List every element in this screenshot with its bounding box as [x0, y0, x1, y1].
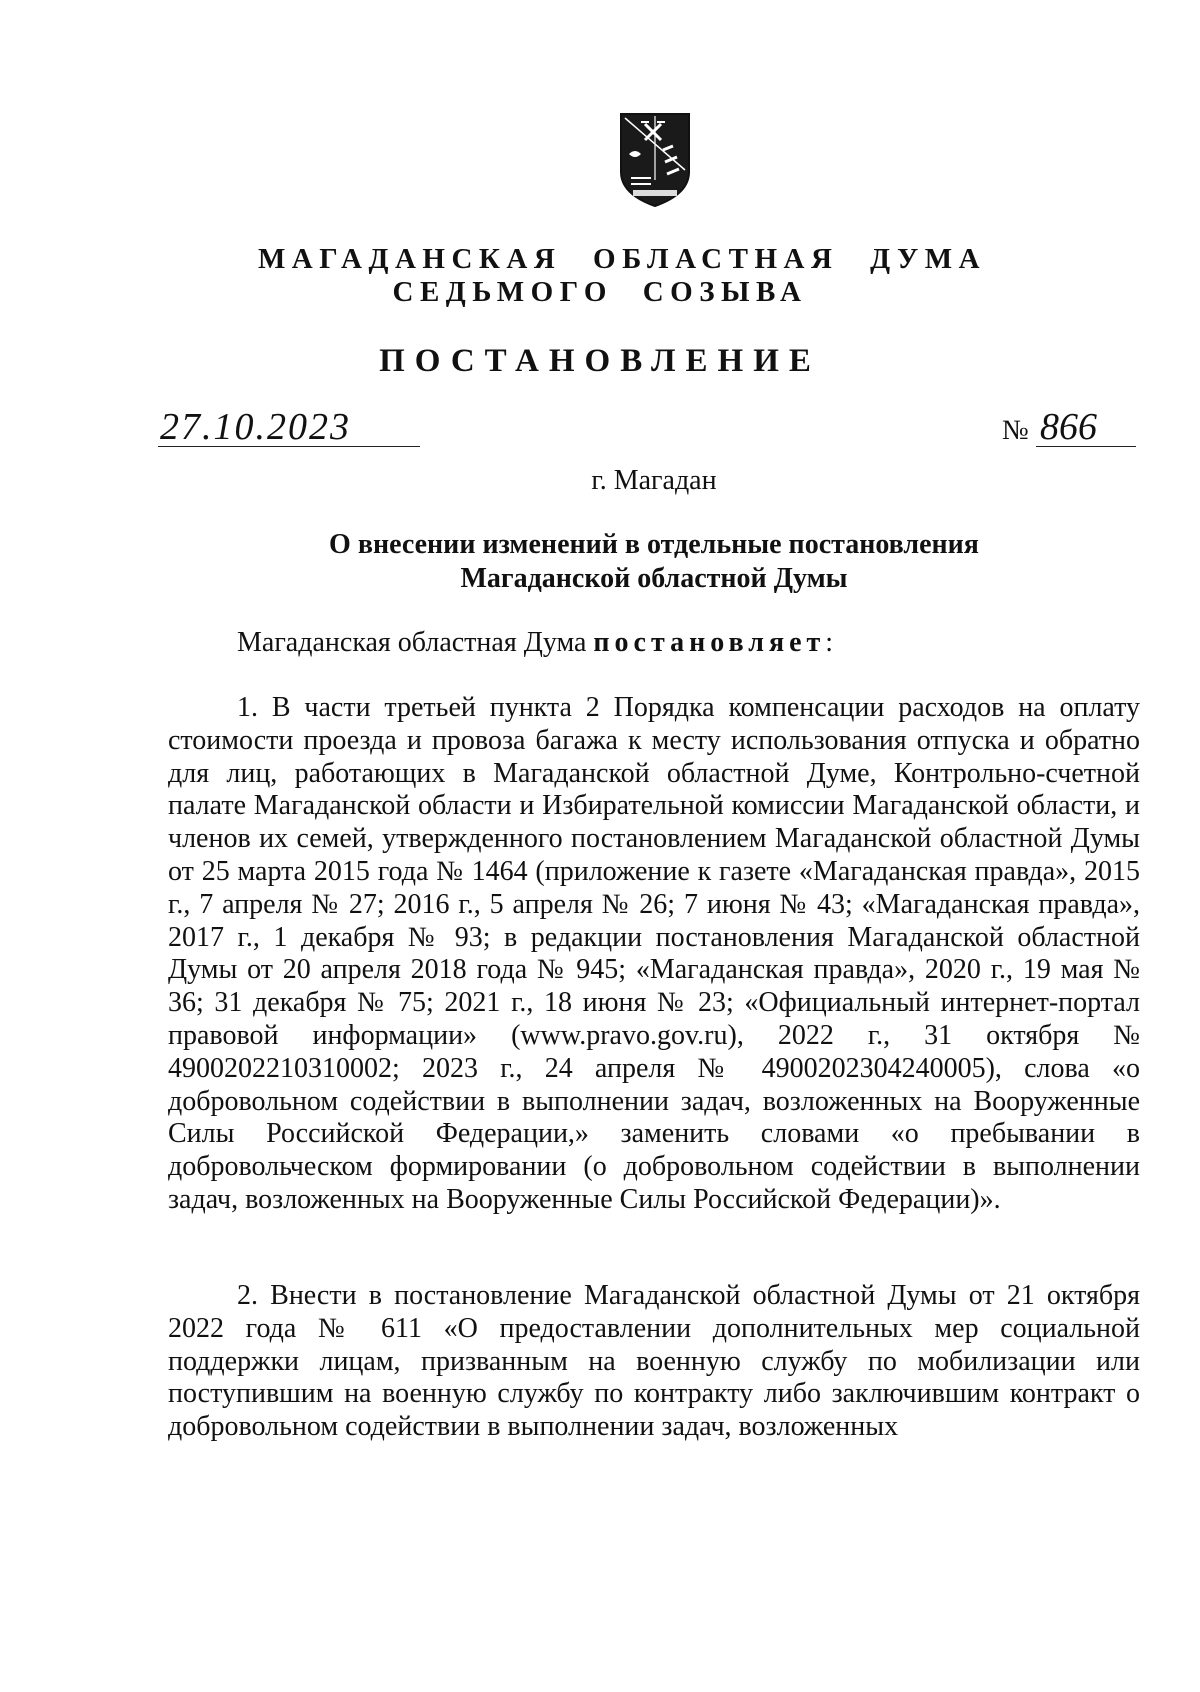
convocation: СЕДЬМОГО СОЗЫВА	[392, 276, 808, 308]
document-number: 866	[1040, 406, 1097, 448]
number-underline	[1036, 446, 1136, 447]
organization-name: МАГАДАНСКАЯ ОБЛАСТНАЯ ДУМА	[257, 243, 987, 275]
coat-of-arms-icon	[615, 110, 695, 210]
date-underline	[158, 446, 420, 447]
preamble-tail: :	[825, 627, 834, 658]
preamble-lead: Магаданская областная Дума	[237, 627, 594, 658]
paragraph-1: 1. В части третьей пункта 2 Порядка компенсации расходов на оплату стоимости проезда и провоза багажа к месту использования отпуска и обратно для лиц, работающих в Магаданской областной Думе, Контрольно-счетной палате Магаданской области и Избирательной комиссии Магаданской области, и членов их семей, утвержденного постановлением Магаданской областной Думы от 25 марта 2015 года № 1464 (приложение к газете «Магаданская правда», 2015 г., 7 апреля № 27; 2016 г., 5 апреля № 26; 7 июня № 43; «Магаданская правда», 2017 г., 1 декабря № 93; в редакции постановления Магаданской областной Думы от 20 апреля 2018 года № 945; «Магаданская правда», 2020 г., 19 мая № 36; 31 декабря № 75; 2021 г., 18 июня № 23; «Официальный интернет-портал правовой информации» (www.pravo.gov.ru), 2022 г., 31 октября № 4900202210310002; 2023 г., 24 апреля № 4900202304240005), слова «о добровольном содействии в выполнении задач, возложенных на Вооруженные Силы Российской Федерации,» заменить словами «о пребывании в добровольческом формировании (о добровольном содействии в выполнении задач, возложенных на Вооруженные Силы Российской Федерации)».	[168, 692, 1140, 1215]
subject-line-2: Магаданской областной Думы	[460, 563, 848, 594]
preamble	[237, 627, 833, 659]
paragraph-2: 2. Внести в постановление Магаданской областной Думы от 21 октября 2022 года № 611 «О предоставлении дополнительных мер социальной поддержки лицам, призванным на военную службу по мобилизации или поступившим на военную службу по контракту либо заключившим контракт о добровольном содействии в выполнении задач, возложенных	[168, 1280, 1140, 1443]
number-label: №	[1002, 415, 1029, 446]
preamble-verb: постановляет	[593, 627, 826, 658]
city: г. Магадан	[591, 465, 717, 496]
document-date: 27.10.2023	[160, 406, 351, 448]
document-type: ПОСТАНОВЛЕНИЕ	[379, 343, 821, 379]
subject-line-1: О внесении изменений в отдельные постановления	[329, 529, 979, 560]
